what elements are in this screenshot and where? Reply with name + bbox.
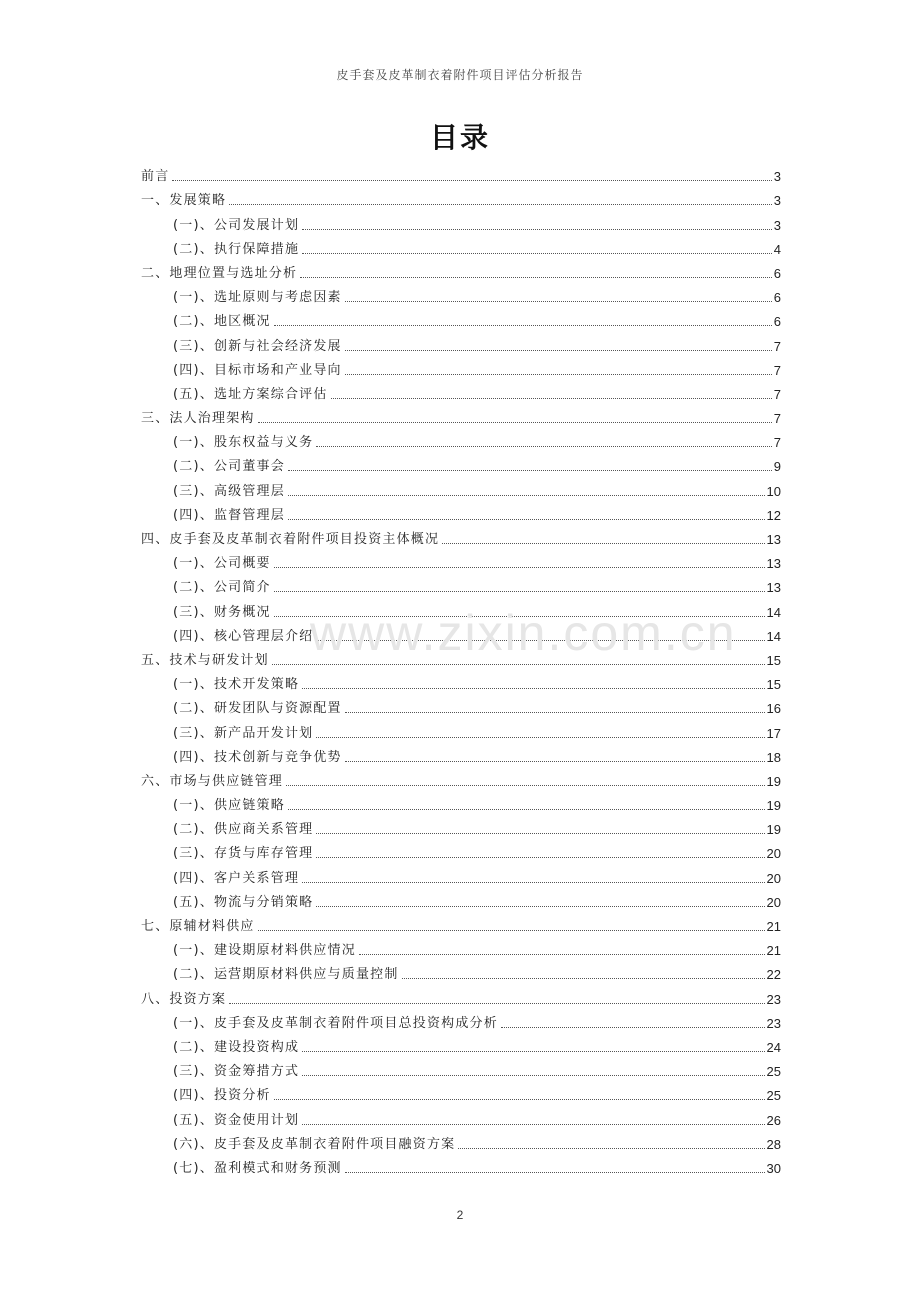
toc-dot-leader bbox=[316, 856, 764, 858]
toc-entry-page: 22 bbox=[766, 967, 781, 983]
toc-entry-page: 23 bbox=[766, 991, 781, 1007]
toc-entry-page: 7 bbox=[773, 411, 781, 427]
toc-dot-leader bbox=[300, 276, 772, 278]
toc-dot-leader bbox=[302, 228, 772, 230]
toc-dot-leader bbox=[345, 1171, 765, 1173]
toc-entry-page: 14 bbox=[766, 628, 781, 644]
toc-entry[interactable] bbox=[141, 959, 781, 983]
toc-entry-label: (四)、技术创新与竞争优势 bbox=[173, 749, 342, 765]
toc-entry-label: 六、市场与供应链管理 bbox=[141, 773, 284, 789]
toc-entry-page: 19 bbox=[766, 798, 781, 814]
toc-entry[interactable] bbox=[141, 379, 781, 403]
toc-entry[interactable] bbox=[141, 596, 781, 620]
toc-entry-page: 9 bbox=[773, 459, 781, 475]
toc-dot-leader bbox=[288, 469, 772, 471]
toc-entry[interactable] bbox=[141, 572, 781, 596]
toc-entry[interactable] bbox=[141, 209, 781, 233]
toc-entry-label: (四)、监督管理层 bbox=[173, 507, 285, 523]
toc-dot-leader bbox=[272, 663, 765, 665]
toc-dot-leader bbox=[345, 349, 772, 351]
toc-entry-label: (二)、建设投资构成 bbox=[173, 1039, 300, 1055]
toc-entry[interactable] bbox=[141, 427, 781, 451]
toc-entry-label: (一)、公司发展计划 bbox=[173, 217, 300, 233]
toc-dot-leader bbox=[359, 953, 765, 955]
toc-dot-leader bbox=[345, 373, 772, 375]
toc-entry-label: 五、技术与研发计划 bbox=[141, 652, 269, 668]
toc-entry[interactable] bbox=[141, 1104, 781, 1128]
toc-dot-leader bbox=[316, 445, 771, 447]
toc-entry-label: 七、原辅材料供应 bbox=[141, 919, 255, 934]
toc-entry-page: 13 bbox=[766, 580, 781, 596]
toc-entry-label: (五)、资金使用计划 bbox=[173, 1112, 300, 1128]
toc-entry[interactable] bbox=[141, 548, 781, 572]
toc-entry[interactable] bbox=[141, 621, 781, 645]
toc-entry-page: 7 bbox=[773, 386, 781, 402]
toc-dot-leader bbox=[302, 1074, 764, 1076]
toc-entry-label: (三)、高级管理层 bbox=[173, 483, 285, 499]
toc-dot-leader bbox=[402, 977, 765, 979]
toc-entry-page: 13 bbox=[766, 532, 781, 547]
toc-entry-label: (三)、新产品开发计划 bbox=[173, 725, 314, 741]
toc-dot-leader bbox=[458, 1147, 764, 1149]
toc-entry-page: 18 bbox=[766, 749, 781, 765]
toc-dot-leader bbox=[316, 736, 764, 738]
toc-dot-leader bbox=[302, 881, 764, 883]
toc-entry[interactable] bbox=[141, 258, 781, 282]
toc-entry[interactable] bbox=[141, 983, 781, 1007]
toc-entry-page: 15 bbox=[766, 677, 781, 693]
toc-title: 目录 bbox=[429, 121, 490, 154]
toc-entry-page: 30 bbox=[766, 1160, 781, 1176]
toc-entry[interactable] bbox=[141, 1153, 781, 1177]
toc-dot-leader bbox=[501, 1026, 765, 1028]
toc-entry-page: 17 bbox=[766, 725, 781, 741]
toc-entry-page: 16 bbox=[766, 701, 781, 717]
toc-entry-label: (二)、地区概况 bbox=[173, 314, 271, 330]
toc-dot-leader bbox=[316, 905, 764, 907]
toc-dot-leader bbox=[302, 1050, 764, 1052]
toc-dot-leader bbox=[316, 639, 764, 641]
toc-entry-page: 20 bbox=[766, 894, 781, 910]
toc-dot-leader bbox=[286, 784, 765, 786]
toc-dot-leader bbox=[302, 252, 772, 254]
toc-entry-label: (二)、公司董事会 bbox=[173, 459, 285, 475]
toc-dot-leader bbox=[302, 1123, 764, 1125]
toc-dot-leader bbox=[345, 711, 765, 713]
toc-entry[interactable] bbox=[141, 693, 781, 717]
toc-dot-leader bbox=[288, 494, 765, 496]
page-number: 2 bbox=[456, 1208, 464, 1222]
toc-entry[interactable] bbox=[141, 234, 781, 258]
toc-entry-page: 20 bbox=[766, 870, 781, 886]
toc-dot-leader bbox=[258, 929, 765, 931]
toc-entry[interactable] bbox=[141, 766, 781, 790]
toc-entry-label: 一、发展策略 bbox=[141, 193, 227, 209]
toc-entry-page: 7 bbox=[773, 338, 781, 354]
toc-entry-page: 6 bbox=[773, 314, 781, 330]
toc-entry[interactable] bbox=[141, 185, 781, 209]
toc-dot-leader bbox=[316, 832, 764, 834]
toc-entry-page: 7 bbox=[773, 435, 781, 451]
toc-entry-page: 20 bbox=[766, 846, 781, 862]
toc-entry-page: 7 bbox=[773, 362, 781, 378]
toc-entry[interactable] bbox=[141, 475, 781, 499]
toc-dot-leader bbox=[274, 615, 765, 617]
toc-entry-label: (三)、资金筹措方式 bbox=[173, 1064, 300, 1080]
toc-entry-page: 6 bbox=[773, 290, 781, 306]
toc-entry-label: (三)、财务概况 bbox=[173, 604, 271, 620]
toc-entry[interactable] bbox=[141, 524, 781, 548]
toc-entry-label: 前言 bbox=[141, 169, 170, 185]
toc-entry-label: (二)、执行保障措施 bbox=[173, 241, 300, 257]
toc-dot-leader bbox=[274, 324, 772, 326]
table-of-contents bbox=[141, 161, 781, 1177]
toc-entry[interactable] bbox=[141, 838, 781, 862]
toc-dot-leader bbox=[274, 590, 765, 592]
toc-dot-leader bbox=[274, 1098, 765, 1100]
toc-entry-page: 28 bbox=[766, 1136, 781, 1152]
toc-dot-leader bbox=[288, 808, 765, 810]
toc-entry-label: (五)、物流与分销策略 bbox=[173, 894, 314, 910]
toc-entry[interactable] bbox=[141, 669, 781, 693]
toc-dot-leader bbox=[274, 566, 765, 568]
toc-dot-leader bbox=[345, 760, 765, 762]
toc-entry-label: 四、皮手套及皮革制衣着附件项目投资主体概况 bbox=[141, 532, 440, 547]
toc-entry-label: (五)、选址方案综合评估 bbox=[173, 386, 328, 402]
toc-entry-label: (一)、皮手套及皮革制衣着附件项目总投资构成分析 bbox=[173, 1015, 498, 1031]
toc-entry-page: 6 bbox=[773, 265, 781, 281]
toc-entry[interactable] bbox=[141, 717, 781, 741]
toc-entry-page: 23 bbox=[766, 1015, 781, 1031]
toc-entry-label: (一)、选址原则与考虑因素 bbox=[173, 290, 342, 306]
toc-entry-label: 三、法人治理架构 bbox=[141, 411, 255, 427]
toc-entry-page: 15 bbox=[766, 652, 781, 668]
toc-dot-leader bbox=[345, 300, 772, 302]
toc-dot-leader bbox=[229, 1002, 764, 1004]
toc-entry[interactable] bbox=[141, 1129, 781, 1153]
toc-entry[interactable] bbox=[141, 645, 781, 669]
toc-entry-label: (三)、存货与库存管理 bbox=[173, 846, 314, 862]
toc-entry-label: (二)、公司简介 bbox=[173, 580, 271, 596]
toc-entry[interactable] bbox=[141, 451, 781, 475]
toc-entry-label: (四)、客户关系管理 bbox=[173, 870, 300, 886]
toc-entry-label: (二)、研发团队与资源配置 bbox=[173, 701, 342, 717]
toc-entry-label: (七)、盈利模式和财务预测 bbox=[173, 1160, 342, 1176]
toc-entry-label: (三)、创新与社会经济发展 bbox=[173, 338, 342, 354]
toc-entry-label: (一)、建设期原材料供应情况 bbox=[173, 943, 356, 959]
toc-entry-page: 14 bbox=[766, 604, 781, 620]
toc-entry[interactable] bbox=[141, 742, 781, 766]
toc-entry[interactable] bbox=[141, 500, 781, 524]
toc-entry-page: 10 bbox=[766, 483, 781, 499]
toc-entry-label: (四)、目标市场和产业导向 bbox=[173, 362, 342, 378]
toc-dot-leader bbox=[229, 203, 772, 205]
toc-entry-page: 19 bbox=[766, 822, 781, 838]
toc-entry[interactable] bbox=[141, 306, 781, 330]
toc-entry-label: (六)、皮手套及皮革制衣着附件项目融资方案 bbox=[173, 1136, 456, 1152]
toc-entry-page: 12 bbox=[766, 507, 781, 523]
toc-dot-leader bbox=[258, 421, 772, 423]
toc-entry-label: (二)、运营期原材料供应与质量控制 bbox=[173, 967, 399, 983]
toc-entry-label: (一)、供应链策略 bbox=[173, 798, 285, 814]
toc-entry[interactable] bbox=[141, 911, 781, 935]
toc-entry[interactable] bbox=[141, 355, 781, 379]
toc-entry-label: 八、投资方案 bbox=[141, 991, 227, 1007]
toc-entry-page: 4 bbox=[773, 241, 781, 257]
toc-entry-page: 21 bbox=[766, 943, 781, 959]
toc-entry[interactable] bbox=[141, 403, 781, 427]
toc-dot-leader bbox=[442, 542, 764, 544]
toc-entry[interactable] bbox=[141, 1032, 781, 1056]
toc-entry-page: 19 bbox=[766, 773, 781, 789]
toc-entry-page: 25 bbox=[766, 1088, 781, 1104]
toc-dot-leader bbox=[302, 687, 764, 689]
toc-entry-label: (四)、投资分析 bbox=[173, 1088, 271, 1104]
toc-entry-page: 3 bbox=[773, 217, 781, 233]
toc-dot-leader bbox=[172, 179, 771, 181]
toc-entry-label: (一)、公司概要 bbox=[173, 556, 271, 572]
toc-entry[interactable] bbox=[141, 1008, 781, 1032]
toc-entry-page: 3 bbox=[773, 169, 781, 185]
toc-entry-page: 3 bbox=[773, 193, 781, 209]
toc-entry-label: (二)、供应商关系管理 bbox=[173, 822, 314, 838]
toc-entry-page: 26 bbox=[766, 1112, 781, 1128]
toc-entry-label: (四)、核心管理层介绍 bbox=[173, 628, 314, 644]
running-header: 皮手套及皮革制衣着附件项目评估分析报告 bbox=[336, 68, 584, 82]
toc-dot-leader bbox=[331, 397, 772, 399]
toc-entry[interactable] bbox=[141, 790, 781, 814]
toc-entry-page: 13 bbox=[766, 556, 781, 572]
toc-entry-label: (一)、股东权益与义务 bbox=[173, 435, 314, 451]
toc-entry-page: 25 bbox=[766, 1064, 781, 1080]
toc-entry-label: 二、地理位置与选址分析 bbox=[141, 265, 298, 281]
toc-dot-leader bbox=[288, 518, 765, 520]
toc-entry[interactable] bbox=[141, 161, 781, 185]
toc-entry[interactable] bbox=[141, 862, 781, 886]
toc-entry[interactable] bbox=[141, 1056, 781, 1080]
toc-entry[interactable] bbox=[141, 282, 781, 306]
toc-entry-page: 24 bbox=[766, 1039, 781, 1055]
toc-entry[interactable] bbox=[141, 1080, 781, 1104]
toc-entry[interactable] bbox=[141, 935, 781, 959]
toc-entry-page: 21 bbox=[766, 919, 781, 934]
toc-entry[interactable] bbox=[141, 330, 781, 354]
toc-entry[interactable] bbox=[141, 814, 781, 838]
toc-entry[interactable] bbox=[141, 887, 781, 911]
watermark: www.zixin.com.cn bbox=[310, 605, 737, 661]
toc-entry-label: (一)、技术开发策略 bbox=[173, 677, 300, 693]
